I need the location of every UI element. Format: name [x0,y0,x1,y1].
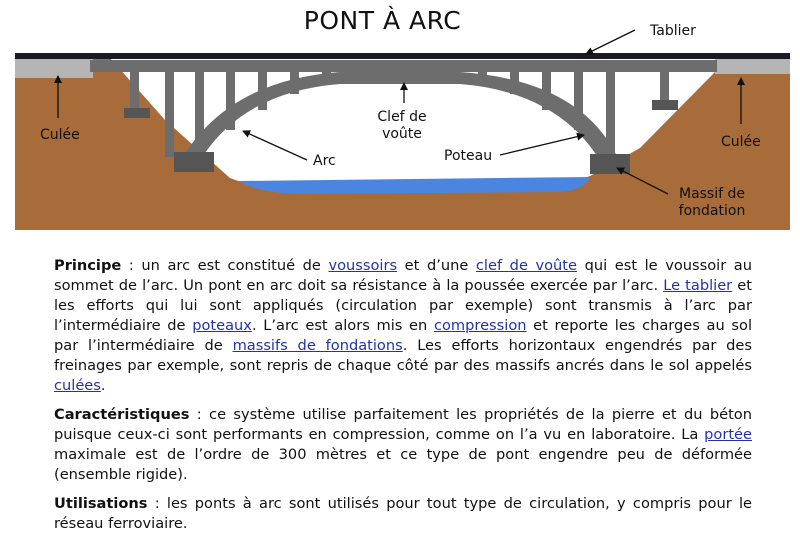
link-le-tablier[interactable]: Le tablier [663,277,733,294]
utilisations-heading: Utilisations [54,495,148,512]
label-massif-de-fondation [672,186,752,220]
link-compression[interactable]: compression [433,317,527,334]
caracteristiques-heading: Caractéristiques [54,406,190,423]
separator: : [147,495,167,512]
explanation-text [54,256,752,543]
left-foundation-block [174,152,214,172]
paragraph-utilisations [54,494,752,534]
road-deck [15,53,790,59]
arrow-arc [243,131,307,160]
principe-text: et d’une [397,257,476,274]
approach-footing [124,108,150,118]
approach-column [165,72,174,157]
link-voussoirs[interactable]: voussoirs [328,257,398,274]
principe-text: . L’arc est alors mis en [251,317,434,334]
principe-text: qui est le voussoir au sommet de l’arc. Un pont en arc doit sa résistance à la poussée exercée par l’arc. [54,257,752,294]
approach-column [130,72,139,112]
label-poteau: Poteau [444,148,493,164]
principe-text: et les efforts qui lui sont appliqués (circulation par exemple) sont transmis à l’arc par l’intermédiaire de [54,277,752,334]
deck-girder [90,60,717,72]
label-arc: Arc [313,153,336,169]
link-clef-de-voute[interactable]: clef de voûte [475,257,578,274]
river-water [238,177,590,194]
diagram-title: PONT À ARC [303,6,462,35]
link-massifs-de-fondations[interactable]: massifs de fondations [232,337,403,354]
arrow-poteau [500,135,584,155]
principe-text: et reporte les charges au sol par l’intermédiaire de [54,317,752,354]
separator: : [189,406,210,423]
label-clef-de-voute [372,109,432,143]
label-massif-line-2: fondation [678,203,746,219]
principe-text: . Les efforts horizontaux engendrés par des freinages par exemple, sont repris de chaque côté par des massifs ancrés dans le sol appelés [54,337,753,374]
approach-column [660,72,669,104]
paragraph-principe [54,256,752,396]
arch-bridge-diagram [0,0,800,240]
utilisations-text: les ponts à arc sont utilisés pour tout type de circulation, y compris pour le réseau ferroviaire. [54,495,752,532]
left-abutment [15,58,93,78]
label-culee-right: Culée [721,134,761,150]
link-culees[interactable]: culées [54,377,101,394]
label-culee-left: Culée [40,127,80,143]
right-abutment [715,58,790,74]
principe-heading: Principe [54,257,122,274]
label-clef-line-2: voûte [382,126,422,142]
caracteristiques-text: maximale est de l’ordre de 300 mètres et ce type de pont engendre peu de déformée (ensemble rigide). [54,446,752,483]
paragraph-caracteristiques [54,405,752,485]
label-massif-line-1: Massif de [678,186,745,202]
label-tablier: Tablier [650,23,696,39]
link-portee[interactable]: portée [704,426,752,443]
principe-text: un arc est constitué de [141,257,329,274]
link-poteaux[interactable]: poteaux [192,317,252,334]
separator: : [121,257,142,274]
approach-footing [652,100,678,110]
principe-text: . [100,377,106,394]
caracteristiques-text: ce système utilise parfaitement les propriétés de la pierre et du béton puisque ceux-ci sont performants en compression, comme on l’a vu en laboratoire. La [54,406,752,443]
label-clef-line-1: Clef de [377,109,427,125]
